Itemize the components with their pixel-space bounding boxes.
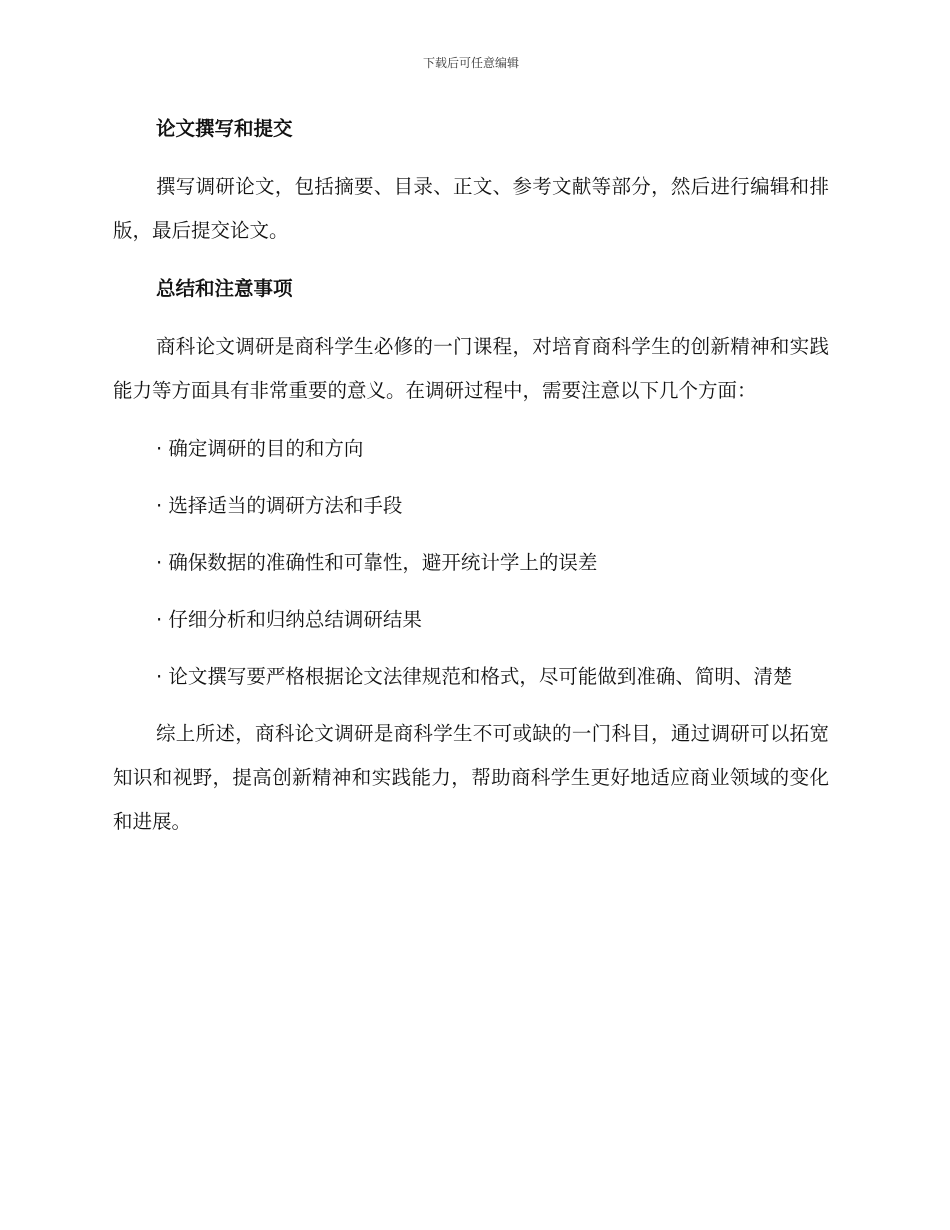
section-heading-submission: 论文撰写和提交 <box>156 117 293 140</box>
paragraph-conclusion: 综上所述，商科论文调研是商科学生不可或缺的一门科目，通过调研可以拓宽知识和视野，提高创新精神和实践能力，帮助商科学生更好地适应商业领域的变化和进展。 <box>113 722 829 833</box>
bullet-item: · 确定调研的目的和方向 <box>156 437 364 460</box>
section-heading-summary: 总结和注意事项 <box>156 277 293 300</box>
bullet-item: · 确保数据的准确性和可靠性，避开统计学上的误差 <box>156 551 598 574</box>
bullet-item: · 仔细分析和归纳总结调研结果 <box>156 608 422 631</box>
paragraph-summary: 商科论文调研是商科学生必修的一门课程，对培育商科学生的创新精神和实践能力等方面具有非常重要的意义。在调研过程中，需要注意以下几个方面： <box>113 335 829 402</box>
bullet-item: · 论文撰写要严格根据论文法律规范和格式，尽可能做到准确、简明、清楚 <box>156 665 793 688</box>
paragraph-submission: 撰写调研论文，包括摘要、目录、正文、参考文献等部分，然后进行编辑和排版，最后提交论文。 <box>113 175 829 242</box>
bullet-item: · 选择适当的调研方法和手段 <box>156 494 403 517</box>
document-body <box>113 62 829 844</box>
page-header: 下载后可任意编辑 <box>422 56 519 70</box>
